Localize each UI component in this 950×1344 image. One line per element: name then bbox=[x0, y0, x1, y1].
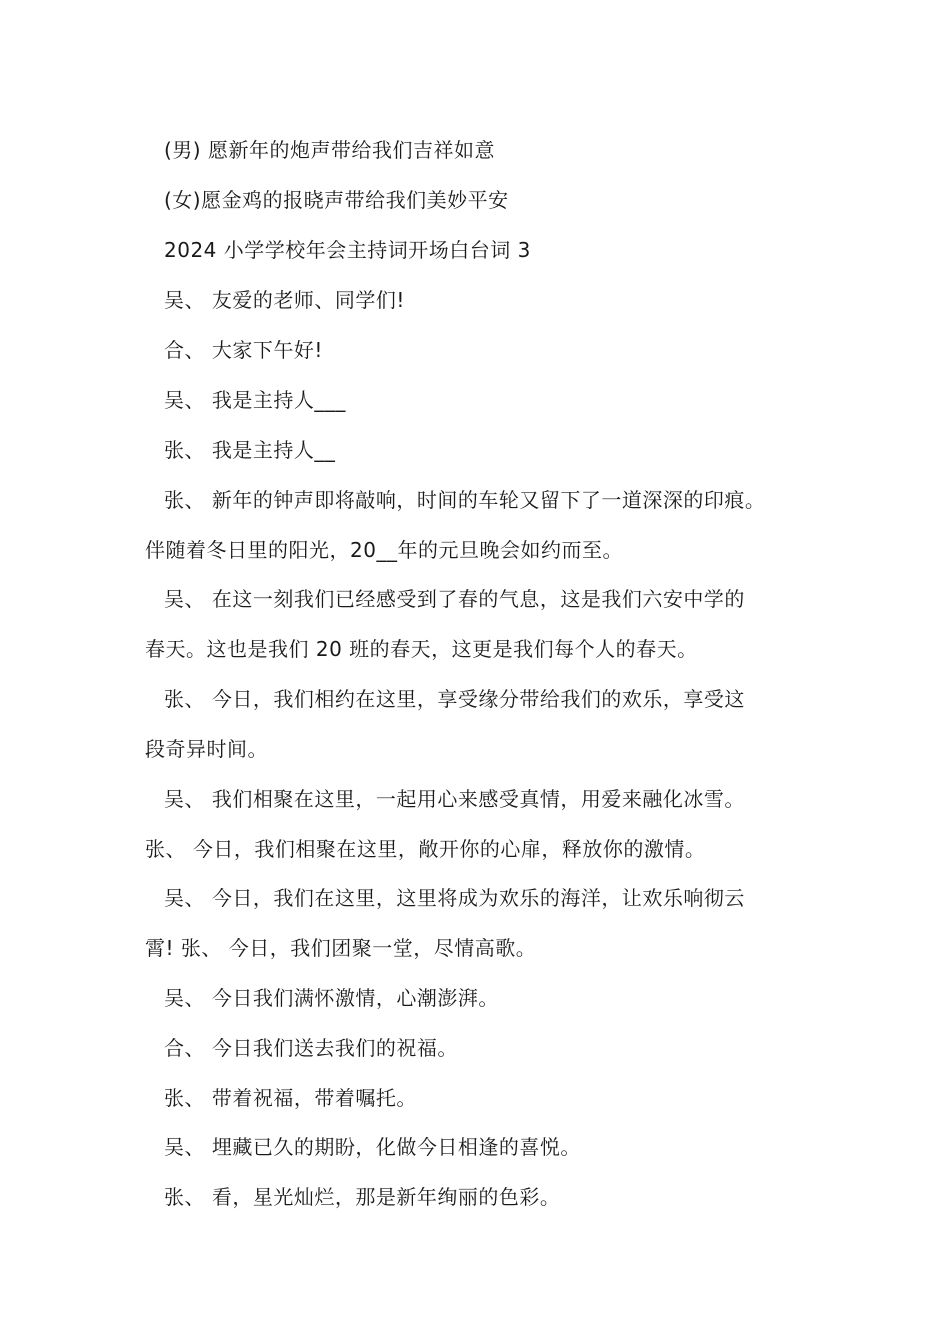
line-4: 吴、 友爱的老师、同学们! bbox=[164, 288, 405, 312]
line-21: 吴、 埋藏已久的期盼，化做今日相逢的喜悦。 bbox=[164, 1135, 581, 1159]
line-11: 春天。这也是我们 20 班的春天，这更是我们每个人的春天。 bbox=[145, 637, 698, 661]
line-6: 吴、 我是主持人___ bbox=[164, 388, 346, 412]
line-12: 张、 今日，我们相约在这里，享受缘分带给我们的欢乐，享受这 bbox=[164, 687, 745, 711]
line-9: 伴随着冬日里的阳光，20__年的元旦晚会如约而至。 bbox=[145, 538, 623, 562]
line-5: 合、 大家下午好! bbox=[164, 338, 323, 362]
line-1: (男) 愿新年的炮声带给我们吉祥如意 bbox=[164, 138, 495, 162]
line-7: 张、 我是主持人__ bbox=[164, 438, 336, 462]
line-10: 吴、 在这一刻我们已经感受到了春的气息，这是我们六安中学的 bbox=[164, 587, 745, 611]
line-14: 吴、 我们相聚在这里，一起用心来感受真情，用爱来融化冰雪。 bbox=[164, 787, 745, 811]
line-20: 张、 带着祝福，带着嘱托。 bbox=[164, 1086, 417, 1110]
line-15: 张、 今日，我们相聚在这里，敞开你的心扉，释放你的激情。 bbox=[145, 837, 706, 861]
line-2: (女)愿金鸡的报晓声带给我们美妙平安 bbox=[164, 188, 509, 212]
line-18: 吴、 今日我们满怀激情，心潮澎湃。 bbox=[164, 986, 499, 1010]
line-22: 张、 看，星光灿烂，那是新年绚丽的色彩。 bbox=[164, 1185, 561, 1209]
line-19: 合、 今日我们送去我们的祝福。 bbox=[164, 1036, 458, 1060]
line-16: 吴、 今日，我们在这里，这里将成为欢乐的海洋，让欢乐响彻云 bbox=[164, 886, 745, 910]
line-13: 段奇异时间。 bbox=[145, 737, 268, 761]
line-8: 张、 新年的钟声即将敲响，时间的车轮又留下了一道深深的印痕。 bbox=[164, 488, 766, 512]
section-heading: 2024 小学学校年会主持词开场白台词 3 bbox=[164, 238, 531, 262]
line-17: 霄! 张、 今日，我们团聚一堂，尽情高歌。 bbox=[145, 936, 537, 960]
